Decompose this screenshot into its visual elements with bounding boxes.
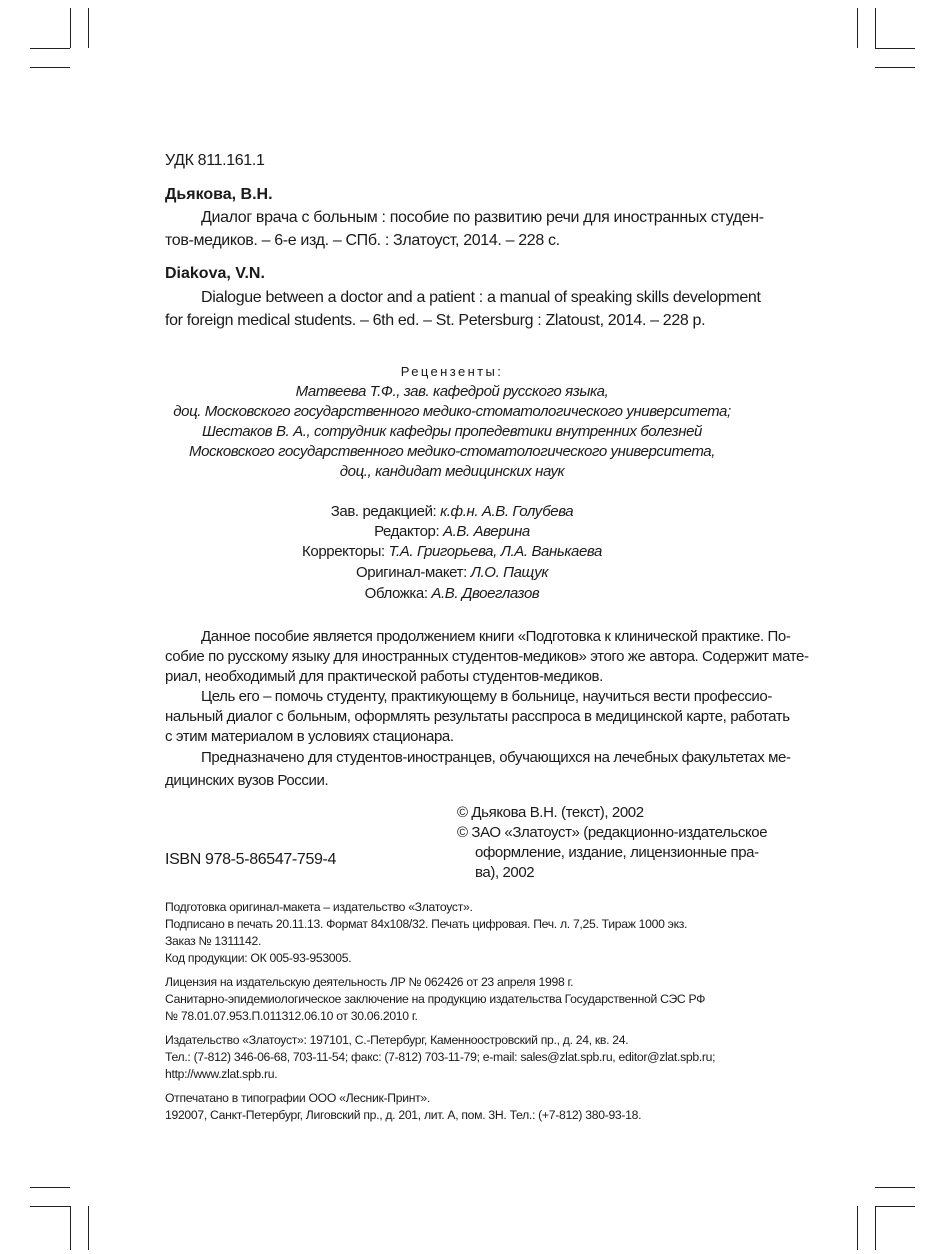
reviewers-heading: Рецензенты: bbox=[400, 364, 504, 379]
reviewer-line: Матвеева Т.Ф., зав. кафедрой русского языка, bbox=[295, 383, 609, 400]
imprint-line: 192007, Санкт-Петербург, Лиговский пр., д. 201, лит. А, пом. 3Н. Тел.: (+7-812) 380-93-18. bbox=[165, 1108, 642, 1122]
annotation-line: Цель его – помочь студенту, практикующему в больнице, научиться вести профессио- bbox=[201, 688, 772, 705]
staff-name: Л.О. Пащук bbox=[470, 564, 548, 581]
staff-name: Т.А. Григорьева, Л.А. Ванькаева bbox=[388, 543, 602, 560]
staff-name: А.В. Аверина bbox=[443, 523, 530, 540]
imprint-line: Тел.: (7-812) 346-06-68, 703-11-54; факс: (7-812) 703-11-79; e-mail: sales@zlat.spb.ru, editor@zlat.spb.ru; bbox=[165, 1050, 716, 1064]
crop-mark bbox=[70, 1206, 71, 1250]
imprint-line: Лицензия на издательскую деятельность ЛР № 062426 от 23 апреля 1998 г. bbox=[165, 975, 574, 989]
ru-entry-line: Диалог врача с больным : пособие по развитию речи для иностранных студен- bbox=[201, 209, 764, 226]
imprint-line: Заказ № 1311142. bbox=[165, 934, 262, 948]
staff-role: Корректоры: bbox=[302, 543, 385, 560]
staff-role: Обложка: bbox=[364, 585, 428, 602]
staff-line bbox=[165, 503, 739, 520]
crop-mark bbox=[70, 8, 71, 48]
en-entry-line: Dialogue between a doctor and a patient : a manual of speaking skills development bbox=[201, 289, 761, 306]
crop-mark bbox=[30, 67, 70, 68]
ru-entry-line: тов-медиков. – 6-е изд. – СПб. : Златоуст, 2014. – 228 с. bbox=[165, 232, 560, 249]
reviewer-line: Шестаков В. А., сотрудник кафедры пропедевтики внутренних болезней bbox=[201, 423, 702, 440]
crop-mark bbox=[875, 1187, 915, 1188]
crop-mark bbox=[88, 1206, 89, 1250]
annotation-line: с этим материалом в условиях стационара. bbox=[165, 728, 454, 745]
crop-mark bbox=[857, 1206, 858, 1250]
imprint-line: Отпечатано в типографии ООО «Лесник-Принт». bbox=[165, 1091, 430, 1105]
imprint-line: Санитарно-эпидемиологическое заключение на продукцию издательства Государственной СЭС РФ bbox=[165, 992, 706, 1006]
crop-mark bbox=[30, 1206, 70, 1207]
copyright-line: © ЗАО «Златоуст» (редакционно-издательское bbox=[457, 824, 768, 841]
annotation-line: нальный диалог с больным, оформлять результаты расспроса в медицинской карте, работать bbox=[165, 708, 790, 725]
crop-mark bbox=[88, 8, 89, 48]
copyright-line: © Дьякова В.Н. (текст), 2002 bbox=[457, 804, 644, 821]
annotation-line: Предназначено для студентов-иностранцев, обучающихся на лечебных факультетах ме- bbox=[201, 749, 791, 766]
staff-name: к.ф.н. А.В. Голубева bbox=[440, 503, 574, 520]
staff-line bbox=[165, 523, 739, 540]
annotation-line: Данное пособие является продолжением книги «Подготовка к клинической практике. По- bbox=[201, 628, 791, 645]
imprint-line: Издательство «Златоуст»: 197101, С.-Петербург, Каменноостровский пр., д. 24, кв. 24. bbox=[165, 1033, 629, 1047]
crop-mark bbox=[857, 8, 858, 48]
reviewer-line: Московского государственного медико-стоматологического университета, bbox=[189, 443, 715, 460]
crop-mark bbox=[875, 48, 915, 49]
staff-role: Зав. редакцией: bbox=[330, 503, 437, 520]
imprint-line: Подписано в печать 20.11.13. Формат 84х108/32. Печать цифровая. Печ. л. 7,25. Тираж 1000 экз. bbox=[165, 917, 688, 931]
imprint-line: Подготовка оригинал-макета – издательство «Златоуст». bbox=[165, 900, 473, 914]
crop-mark bbox=[875, 8, 876, 48]
staff-line bbox=[165, 543, 739, 560]
annotation-line: риал, необходимый для практической работы студентов-медиков. bbox=[165, 668, 603, 685]
en-author: Diakova, V.N. bbox=[165, 265, 265, 282]
en-entry-line: for foreign medical students. – 6th ed. – St. Petersburg : Zlatoust, 2014. – 228 p. bbox=[165, 312, 706, 329]
imprint-line: Код продукции: ОК 005-93-953005. bbox=[165, 951, 352, 965]
crop-mark bbox=[875, 1206, 876, 1250]
reviewer-line: доц. Московского государственного медико-стоматологического университета; bbox=[173, 403, 731, 420]
reviewer-line: доц., кандидат медицинских наук bbox=[339, 463, 565, 480]
staff-line bbox=[165, 564, 739, 581]
crop-mark bbox=[875, 67, 915, 68]
annotation-line: собие по русскому языку для иностранных студентов-медиков» этого же автора. Содержит мате- bbox=[165, 648, 809, 665]
udk-code: УДК 811.161.1 bbox=[165, 152, 265, 169]
imprint-line: № 78.01.07.953.П.011312.06.10 от 30.06.2010 г. bbox=[165, 1009, 418, 1023]
staff-role: Редактор: bbox=[374, 523, 440, 540]
crop-mark bbox=[30, 1187, 70, 1188]
crop-mark bbox=[30, 48, 70, 49]
imprint-line: http://www.zlat.spb.ru. bbox=[165, 1067, 278, 1081]
copyright-line: ва), 2002 bbox=[475, 864, 535, 881]
annotation-line: дицинских вузов России. bbox=[165, 772, 329, 789]
isbn: ISBN 978-5-86547-759-4 bbox=[165, 851, 337, 868]
ru-author: Дьякова, В.Н. bbox=[165, 186, 273, 203]
staff-line bbox=[165, 585, 739, 602]
crop-mark bbox=[875, 1206, 915, 1207]
copyright-line: оформление, издание, лицензионные пра- bbox=[475, 844, 759, 861]
staff-role: Оригинал-макет: bbox=[355, 564, 467, 581]
staff-name: А.В. Двоеглазов bbox=[431, 585, 540, 602]
